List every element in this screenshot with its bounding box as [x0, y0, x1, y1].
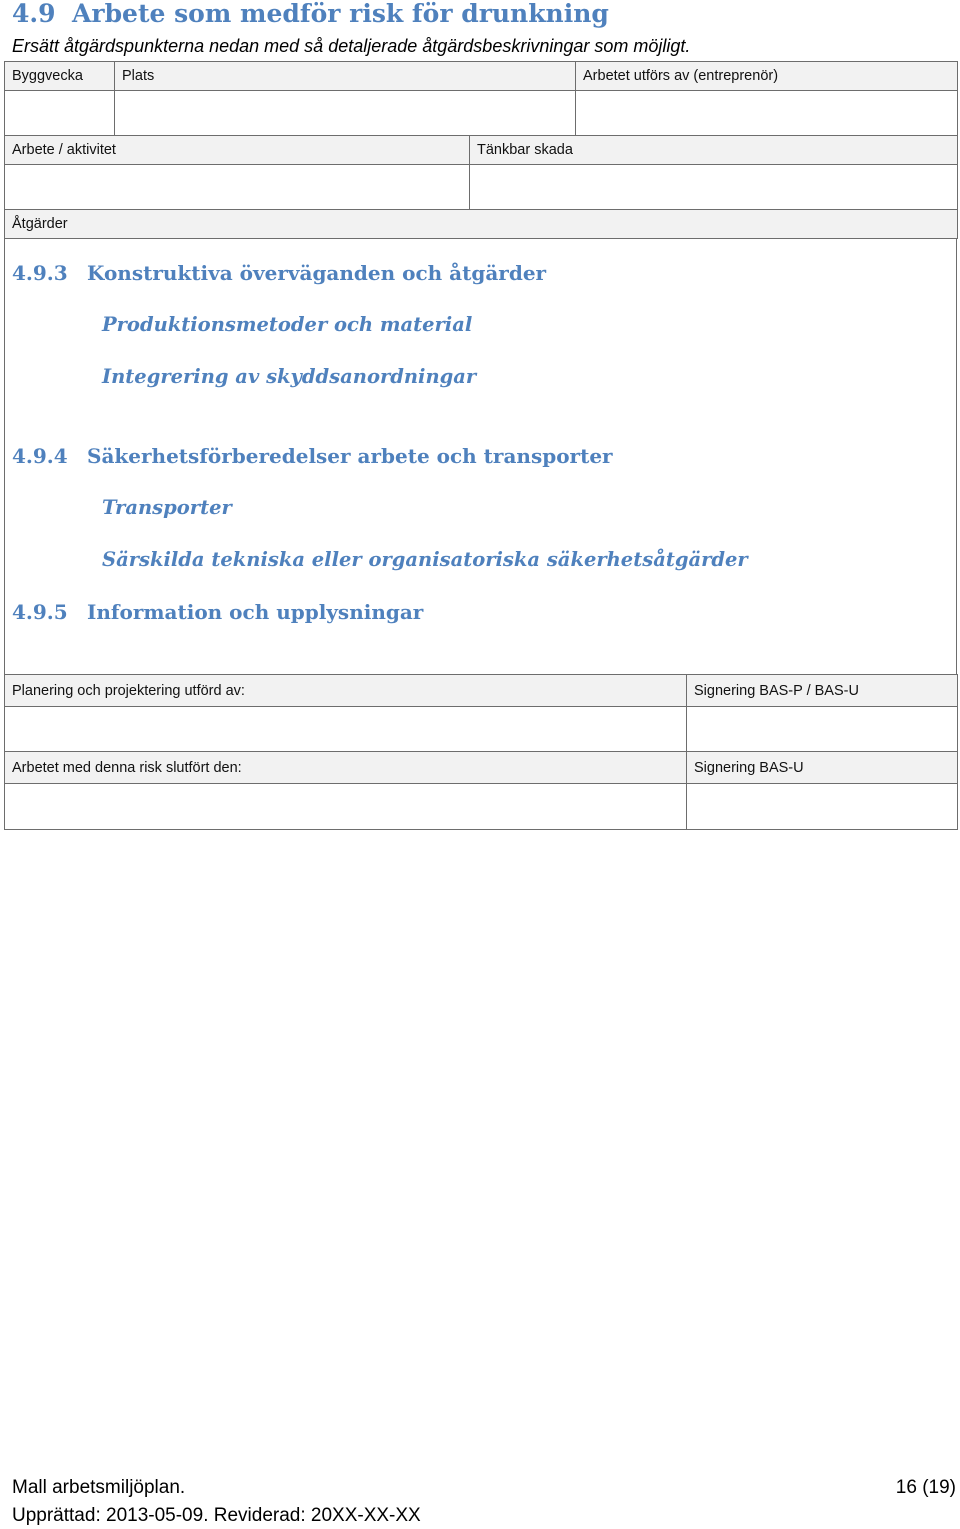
footer-page-number: 16 (19) — [895, 1477, 956, 1498]
subsection-number: 4.9.3 — [12, 261, 68, 285]
slutfort-field[interactable] — [5, 784, 687, 830]
signering-basp-basu-label: Signering BAS-P / BAS-U — [687, 675, 958, 707]
signering-basu-field[interactable] — [687, 784, 958, 830]
byggvecka-label: Byggvecka — [5, 62, 115, 91]
signering-basu-label: Signering BAS-U — [687, 752, 958, 784]
section-title: Arbete som medför risk för drunkning — [72, 0, 609, 28]
form-top-row2 — [4, 135, 958, 210]
footer-dates: Upprättad: 2013-05-09. Reviderad: 20XX-XX-XX — [12, 1505, 421, 1526]
instruction-text: Ersätt åtgärdspunkterna nedan med så detaljerade åtgärdsbeskrivningar som möjligt. — [12, 36, 691, 56]
arbete-aktivitet-field[interactable] — [5, 165, 470, 210]
subsection-heading — [12, 261, 546, 285]
footer-doc-name: Mall arbetsmiljöplan. — [12, 1477, 186, 1498]
subsection-title: Konstruktiva överväganden och åtgärder — [87, 261, 547, 285]
plats-label: Plats — [115, 62, 576, 91]
subsection-item: Produktionsmetoder och material — [102, 313, 473, 336]
subsection-number: 4.9.5 — [12, 600, 68, 624]
subsection-heading — [12, 600, 423, 624]
signering-basp-basu-field[interactable] — [687, 707, 958, 752]
subsection-item: Integrering av skyddsanordningar — [102, 365, 477, 388]
subsection-item: Transporter — [102, 496, 232, 519]
subsection-item: Särskilda tekniska eller organisatoriska säkerhetsåtgärder — [102, 548, 748, 571]
planering-field[interactable] — [5, 707, 687, 752]
utfors-av-field[interactable] — [576, 91, 958, 136]
subsection-heading — [12, 444, 613, 468]
arbete-aktivitet-label: Arbete / aktivitet — [5, 136, 470, 165]
subsection-title: Säkerhetsförberedelser arbete och transporter — [87, 444, 613, 468]
tankbar-skada-label: Tänkbar skada — [470, 136, 958, 165]
plats-field[interactable] — [115, 91, 576, 136]
tankbar-skada-field[interactable] — [470, 165, 958, 210]
atgarder-label: Åtgärder — [5, 210, 958, 239]
utfors-av-label: Arbetet utförs av (entreprenör) — [576, 62, 958, 91]
signoff-table — [4, 674, 958, 830]
section-number: 4.9 — [12, 0, 56, 28]
subsection-number: 4.9.4 — [12, 444, 68, 468]
section-heading — [12, 0, 609, 28]
form-top-row1 — [4, 61, 958, 136]
planering-label: Planering och projektering utförd av: — [5, 675, 687, 707]
byggvecka-field[interactable] — [5, 91, 115, 136]
slutfort-label: Arbetet med denna risk slutfört den: — [5, 752, 687, 784]
atgarder-table — [4, 209, 958, 239]
subsection-title: Information och upplysningar — [87, 600, 424, 624]
